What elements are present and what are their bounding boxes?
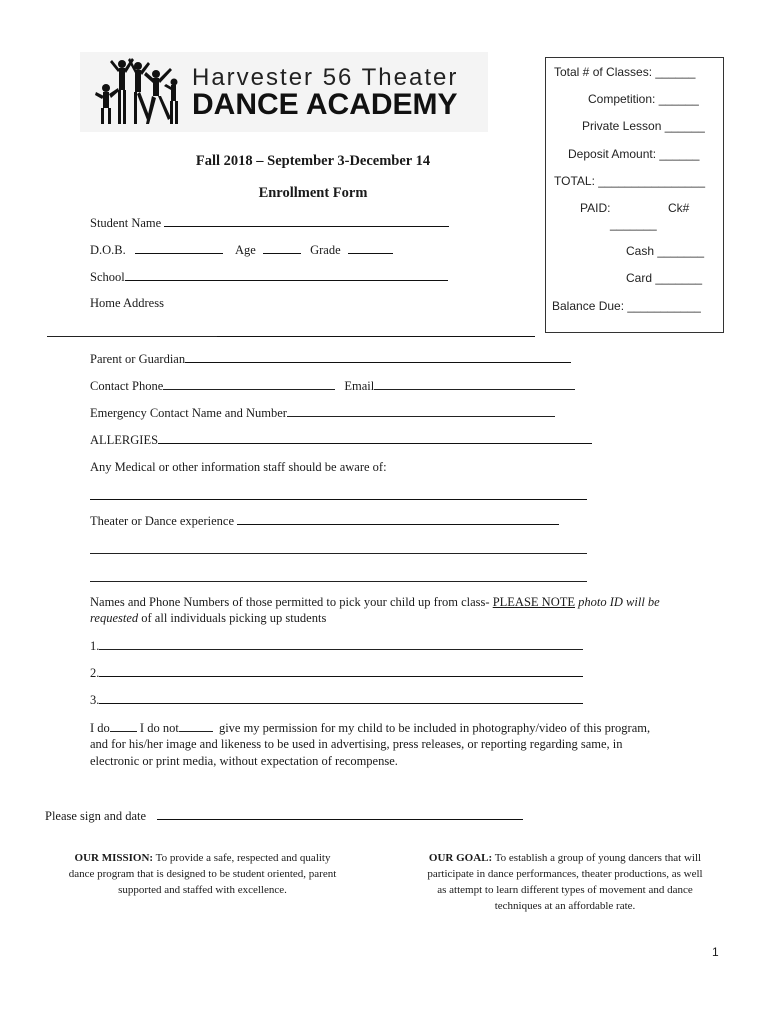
private-lesson-field[interactable]: Private Lesson ______	[582, 119, 705, 133]
experience-line-3[interactable]	[90, 581, 587, 582]
competition-field[interactable]: Competition: ______	[588, 92, 699, 106]
home-address-label: Home Address	[90, 296, 164, 310]
check-number-field[interactable]: _______	[610, 217, 657, 231]
parent-label: Parent or Guardian	[90, 352, 186, 366]
pickup-number-2: 2.	[90, 666, 100, 680]
allergies-label: ALLERGIES	[90, 433, 159, 447]
goal-line-4: techniques at an affordable rate.	[494, 900, 636, 912]
parent-row	[90, 351, 571, 367]
school-label: School	[90, 270, 125, 284]
pickup-input-2[interactable]	[99, 665, 583, 677]
allergies-input[interactable]	[158, 432, 592, 444]
card-field[interactable]: Card _______	[626, 271, 703, 285]
paid-label: PAID:	[580, 201, 611, 215]
logo	[80, 52, 488, 132]
goal-text-1: To establish a group of young dancers that will	[494, 852, 702, 864]
pickup-entry-2	[90, 665, 583, 681]
mission-line-1	[40, 850, 365, 866]
deposit-amount-field[interactable]: Deposit Amount: ______	[568, 147, 700, 161]
mission-line-2: dance program that is designed to be student oriented, parent	[68, 868, 337, 880]
goal-line-2: participate in dance performances, theater productions, as well	[427, 868, 703, 880]
experience-line-2[interactable]	[90, 553, 587, 554]
student-name-row	[90, 215, 449, 231]
sign-row	[45, 808, 523, 824]
i-do-label: I do	[90, 721, 110, 735]
email-label: Email	[344, 379, 375, 393]
school-row	[90, 269, 448, 285]
mission-line-3: supported and staffed with excellence.	[118, 884, 287, 896]
permission-text-1: give my permission for my child to be included in photography/video of this program,	[218, 721, 651, 735]
emergency-label: Emergency Contact Name and Number	[90, 406, 287, 420]
student-name-label: Student Name	[90, 216, 162, 230]
i-do-not-label: I do not	[139, 721, 179, 735]
please-note-text: PLEASE NOTE	[492, 595, 575, 609]
mission-text-1: To provide a safe, respected and quality	[155, 852, 331, 864]
permission-text-2: and for his/her image and likeness to be used in advertising, press releases, or reporting regarding same, in	[90, 737, 623, 751]
dob-input[interactable]	[135, 242, 223, 254]
page-subtitle: Enrollment Form	[258, 185, 368, 201]
home-address-line-left[interactable]	[47, 336, 217, 337]
age-input[interactable]	[263, 242, 301, 254]
logo-line-1: Harvester 56 Theater	[192, 64, 459, 91]
page-title: Fall 2018 – September 3-December 14	[195, 153, 431, 169]
contact-row	[90, 378, 575, 394]
parent-input[interactable]	[185, 351, 571, 363]
goal-label: OUR GOAL:	[428, 852, 493, 864]
age-label: Age	[235, 243, 256, 257]
requested-text: requested	[90, 611, 139, 625]
total-classes-field[interactable]: Total # of Classes: ______	[554, 65, 696, 79]
signature-input[interactable]	[157, 808, 523, 820]
home-address-line-right[interactable]	[217, 336, 535, 337]
emergency-row	[90, 405, 555, 421]
pickup-input-3[interactable]	[99, 692, 583, 704]
logo-line-2: DANCE ACADEMY	[192, 88, 458, 121]
dob-label: D.O.B.	[90, 243, 126, 257]
goal-line-3: as attempt to learn different types of movement and dance	[437, 884, 693, 896]
mission-label: OUR MISSION:	[74, 852, 154, 864]
school-input[interactable]	[125, 269, 448, 281]
grade-label: Grade	[310, 243, 341, 257]
i-do-not-input[interactable]	[179, 720, 213, 732]
mission-statement	[40, 850, 365, 898]
pickup-line-1	[90, 595, 660, 610]
pickup-prefix-text: Names and Phone Numbers of those permitted to pick your child up from class-	[90, 595, 490, 609]
pickup-number-3: 3.	[90, 693, 100, 707]
photo-id-text: photo ID will be	[578, 595, 660, 609]
permission-text-3: electronic or print media, without expectation of recompense.	[90, 754, 398, 768]
office-use-box	[545, 57, 724, 333]
dancers-silhouette-icon	[86, 54, 186, 132]
total-field[interactable]: TOTAL: ________________	[554, 174, 706, 188]
medical-label: Any Medical or other information staff should be aware of:	[90, 460, 387, 474]
contact-phone-label: Contact Phone	[90, 379, 164, 393]
grade-input[interactable]	[348, 242, 393, 254]
check-number-label: Ck#	[668, 201, 690, 215]
pickup-line-2	[90, 611, 326, 626]
contact-phone-input[interactable]	[163, 378, 335, 390]
pickup-suffix-text: of all individuals picking up students	[141, 611, 327, 625]
goal-line-1	[400, 850, 730, 866]
dob-row	[90, 242, 393, 258]
email-input[interactable]	[374, 378, 575, 390]
cash-field[interactable]: Cash _______	[626, 244, 705, 258]
pickup-entry-1	[90, 638, 583, 654]
allergies-row	[90, 432, 592, 448]
page-number: 1	[712, 945, 719, 959]
pickup-entry-3	[90, 692, 583, 708]
balance-due-field[interactable]: Balance Due: ___________	[552, 299, 701, 313]
experience-label: Theater or Dance experience	[90, 514, 235, 528]
experience-input[interactable]	[237, 513, 559, 525]
medical-input-line[interactable]	[90, 499, 587, 500]
pickup-number-1: 1.	[90, 639, 100, 653]
experience-row	[90, 513, 559, 529]
pickup-input-1[interactable]	[99, 638, 583, 650]
goal-statement	[400, 850, 730, 914]
emergency-input[interactable]	[287, 405, 555, 417]
sign-label: Please sign and date	[45, 809, 147, 823]
permission-line-1	[90, 720, 650, 736]
i-do-input[interactable]	[110, 720, 137, 732]
student-name-input[interactable]	[164, 215, 449, 227]
